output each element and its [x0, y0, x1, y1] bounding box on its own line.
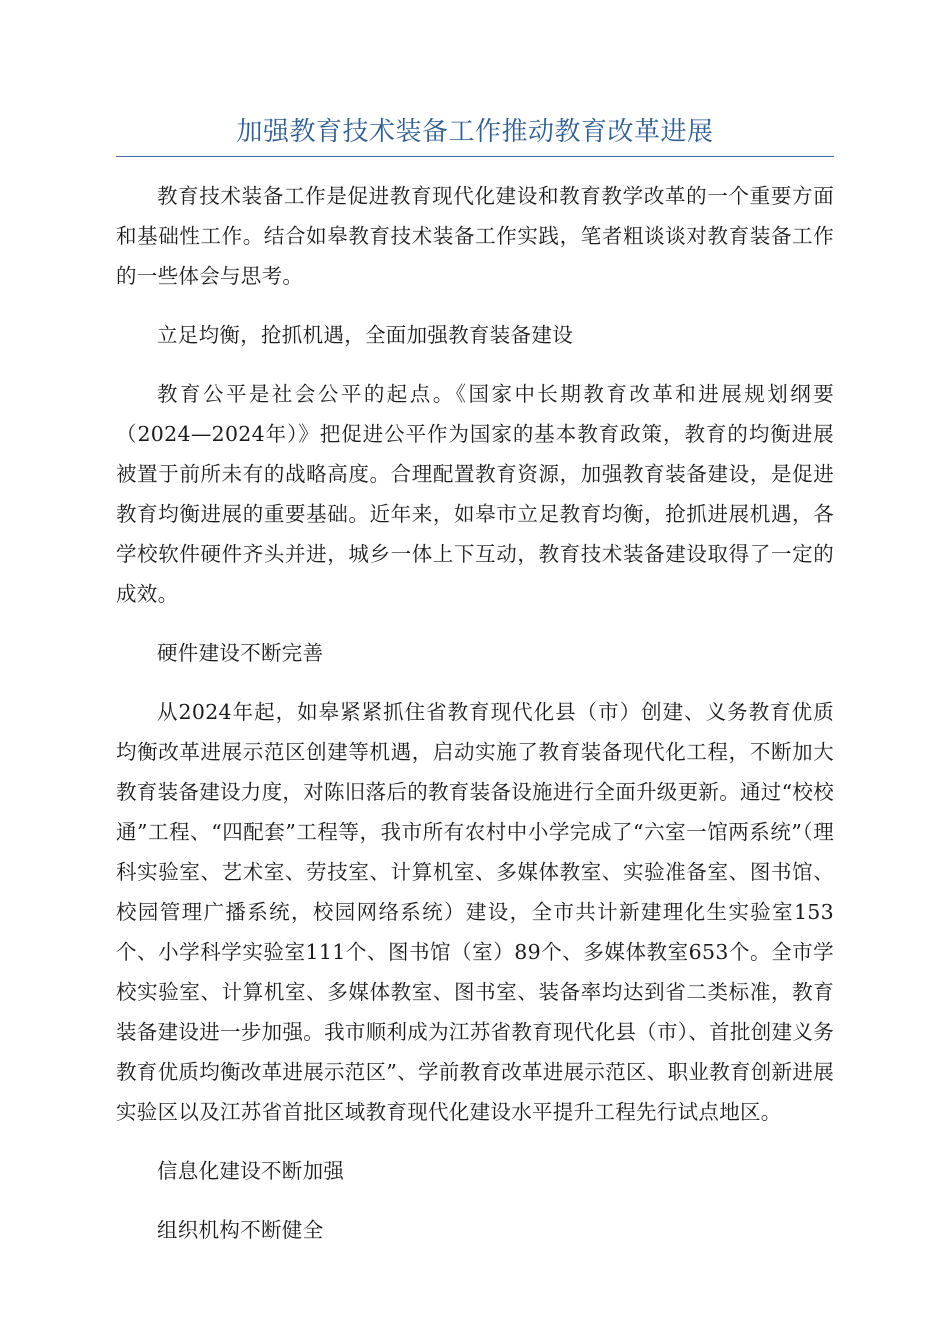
- intro-paragraph: 教育技术装备工作是促进教育现代化建设和教育教学改革的一个重要方面和基础性工作。结合如皋教育技术装备工作实践，笔者粗谈谈对教育装备工作的一些体会与思考。: [116, 184, 834, 288]
- equity-paragraph: 教育公平是社会公平的起点。《国家中长期教育改革和进展规划纲要（2024—2024年）》把促进公平作为国家的基本教育政策，教育的均衡进展被置于前所未有的战略高度。合理配置教育资源，加强教育装备建设，是促进教育均衡进展的重要基础。近年来，如皋市立足教育均衡，抢抓进展机遇，各学校软件硬件齐头并进，城乡一体上下互动，教育技术装备建设取得了一定的成效。: [116, 382, 834, 606]
- section-heading-informatization: 信息化建设不断加强: [157, 1159, 345, 1183]
- section-heading-hardware: 硬件建设不断完善: [157, 641, 324, 665]
- hardware-paragraph: 从2024年起，如皋紧紧抓住省教育现代化县（市）创建、义务教育优质均衡改革进展示范区创建等机遇，启动实施了教育装备现代化工程，不断加大教育装备建设力度，对陈旧落后的教育装备设施进行全面升级更新。通过“校校通”工程、“四配套”工程等，我市所有农村中小学完成了“六室一馆两系统”（理科实验室、艺术室、劳技室、计算机室、多媒体教室、实验准备室、图书馆、校园管理广播系统，校园网络系统）建设，全市共计新建理化生实验室153个、小学科学实验室111个、图书馆（室）89个、多媒体教室653个。全市学校实验室、计算机室、多媒体教室、图书室、装备率均达到省二类标准，教育装备建设进一步加强。我市顺利成为江苏省教育现代化县（市）、首批创建义务教育优质均衡改革进展示范区”、学前教育改革进展示范区、职业教育创新进展实验区以及江苏省首批区域教育现代化建设水平提升工程先行试点地区。: [116, 700, 834, 1124]
- document-title: 加强教育技术装备工作推动教育改革进展: [236, 117, 714, 147]
- section-heading-organization: 组织机构不断健全: [157, 1218, 324, 1242]
- section-heading-balance: 立足均衡，抢抓机遇，全面加强教育装备建设: [157, 323, 573, 347]
- document-body: [116, 176, 834, 1269]
- title-block: [116, 112, 834, 157]
